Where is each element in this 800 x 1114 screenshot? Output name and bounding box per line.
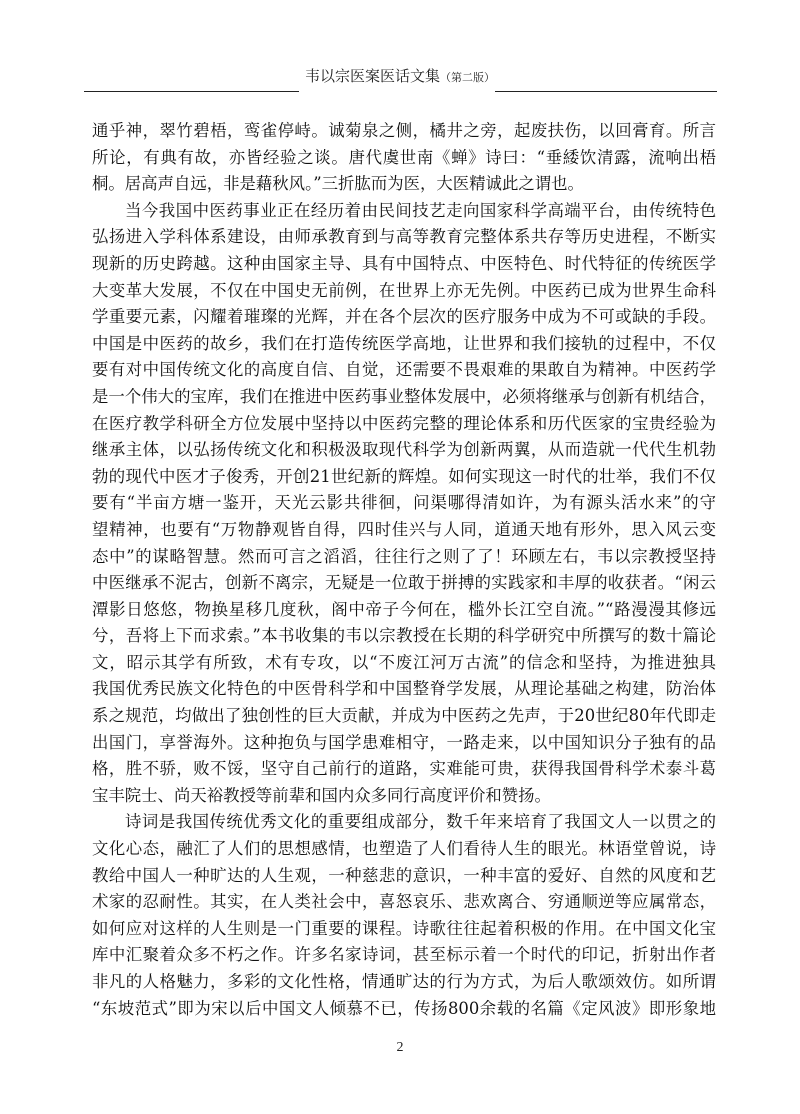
text-line: 出国门，享誉海外。这种抱负与国学患难相守，一路走来，以中国知识分子独有的品	[92, 732, 716, 752]
text-line: 望精神，也要有“万物静观皆自得，四时佳兴与人同，道通天地有形外，思入风云变	[92, 519, 716, 539]
text-line: 是一个伟大的宝库，我们在推进中医药事业整体发展中，必须将继承与创新有机结合，	[92, 386, 716, 406]
text-line: 文化心态，融汇了人们的思想感情，也塑造了人们看待人生的眼光。林语堂曾说，诗	[92, 839, 716, 859]
running-header	[0, 62, 800, 90]
text-line: 桐。居高声自远，非是藉秋风。”三折肱而为医，大医精诚此之谓也。	[92, 174, 584, 194]
text-line: 文，昭示其学有所致，术有专攻，以“不废江河万古流”的信念和坚持，为推进独具	[92, 652, 716, 672]
text-line: 潭影日悠悠，物换星移几度秋，阁中帝子今何在，槛外长江空自流。”“路漫漫其修远	[92, 599, 716, 619]
text-line: 中国是中医药的故乡，我们在打造传统医学高地，让世界和我们接轨的过程中，不仅	[92, 333, 716, 353]
paragraph	[92, 118, 716, 198]
text-line: 态中”的谋略智慧。然而可言之滔滔，往往行之则了了！环顾左右，韦以宗教授坚持	[92, 546, 716, 566]
text-line: 所论，有典有故，亦皆经验之谈。唐代虞世南《蝉》诗曰：“垂緌饮清露，流响出梧	[92, 147, 716, 167]
text-line: 宝丰院士、尚天裕教授等前辈和国内众多同行高度评价和赞扬。	[92, 785, 551, 805]
text-line: 现新的历史跨越。这种由国家主导、具有中国特点、中医特色、时代特征的传统医学	[92, 253, 716, 273]
text-line: 中医继承不泥古，创新不离宗，无疑是一位敢于拼搏的实践家和丰厚的收获者。“闲云	[92, 573, 716, 593]
text-line: 我国优秀民族文化特色的中医骨科学和中国整脊学发展，从理论基础之构建，防治体	[92, 679, 716, 699]
text-line: 系之规范，均做出了独创性的巨大贡献，并成为中医药之先声，于20世纪80年代即走	[92, 706, 716, 726]
text-line: 诗词是我国传统优秀文化的重要组成部分，数千年来培育了我国文人一以贯之的	[125, 812, 716, 832]
text-line: 通乎神，翠竹碧梧，鸾雀停峙。诚菊泉之侧，橘井之旁，起废扶伤，以回膏育。所言	[92, 121, 716, 140]
text-line: 在医疗教学科研全方位发展中坚持以中医药完整的理论体系和历代医家的宝贵经验为	[92, 413, 716, 433]
text-line: 非凡的人格魅力，多彩的文化性格，情通旷达的行为方式，为后人歌颂效仿。如所谓	[92, 972, 716, 991]
paragraph	[92, 809, 716, 1022]
page-number: 2	[396, 1040, 404, 1055]
text-line: 教给中国人一种旷达的人生观，一种慈悲的意识，一种丰富的爱好、自然的风度和艺	[92, 865, 716, 885]
edition-label: （第二版）	[440, 71, 495, 84]
text-line: 兮，吾将上下而求索。”本书收集的韦以宗教授在长期的科学研究中所撰写的数十篇论	[92, 626, 716, 646]
text-line: 要有“半亩方塘一鉴开，天光云影共徘徊，问渠哪得清如许，为有源头活水来”的守	[92, 493, 716, 513]
text-line: 继承主体，以弘扬传统文化和积极汲取现代科学为创新两翼，从而造就一代代生机勃	[92, 440, 716, 460]
body-text	[92, 118, 716, 1022]
text-line: 库中汇聚着众多不朽之作。许多名家诗词，甚至标示着一个时代的印记，折射出作者	[92, 945, 716, 965]
text-line: “东坡范式”即为宋以后中国文人倾慕不已，传扬800余载的名篇《定风波》即形象地	[92, 998, 716, 1018]
text-line: 大变革大发展，不仅在中国史无前例，在世界上亦无先例。中医药已成为世界生命科	[92, 280, 716, 300]
text-line: 勃的现代中医才子俊秀，开创21世纪新的辉煌。如何实现这一时代的壮举，我们不仅	[92, 466, 716, 486]
paragraph	[92, 198, 716, 810]
text-line: 如何应对这样的人生则是一门重要的课程。诗歌往往起着积极的作用。在中国文化宝	[92, 918, 716, 938]
text-line: 格，胜不骄，败不馁，坚守自己前行的道路，实难能可贵，获得我国骨科学术泰斗葛	[92, 759, 716, 779]
text-line: 术家的忍耐性。其实，在人类社会中，喜怒哀乐、悲欢离合、穷通顺逆等应属常态，	[92, 892, 716, 912]
text-line: 要有对中国传统文化的高度自信、自觉，还需要不畏艰难的果敢自为精神。中医药学	[92, 360, 716, 380]
book-title: 韦以宗医案医话文集	[304, 67, 440, 85]
text-line: 当今我国中医药事业正在经历着由民间技艺走向国家科学高端平台，由传统特色	[125, 200, 716, 220]
header-rule-left	[84, 91, 299, 92]
text-line: 弘扬进入学科体系建设，由师承教育到与高等教育完整体系共存等历史进程，不断实	[92, 227, 716, 247]
text-line: 学重要元素，闪耀着璀璨的光辉，并在各个层次的医疗服务中成为不可或缺的手段。	[92, 307, 716, 327]
header-rule-right	[495, 91, 717, 92]
